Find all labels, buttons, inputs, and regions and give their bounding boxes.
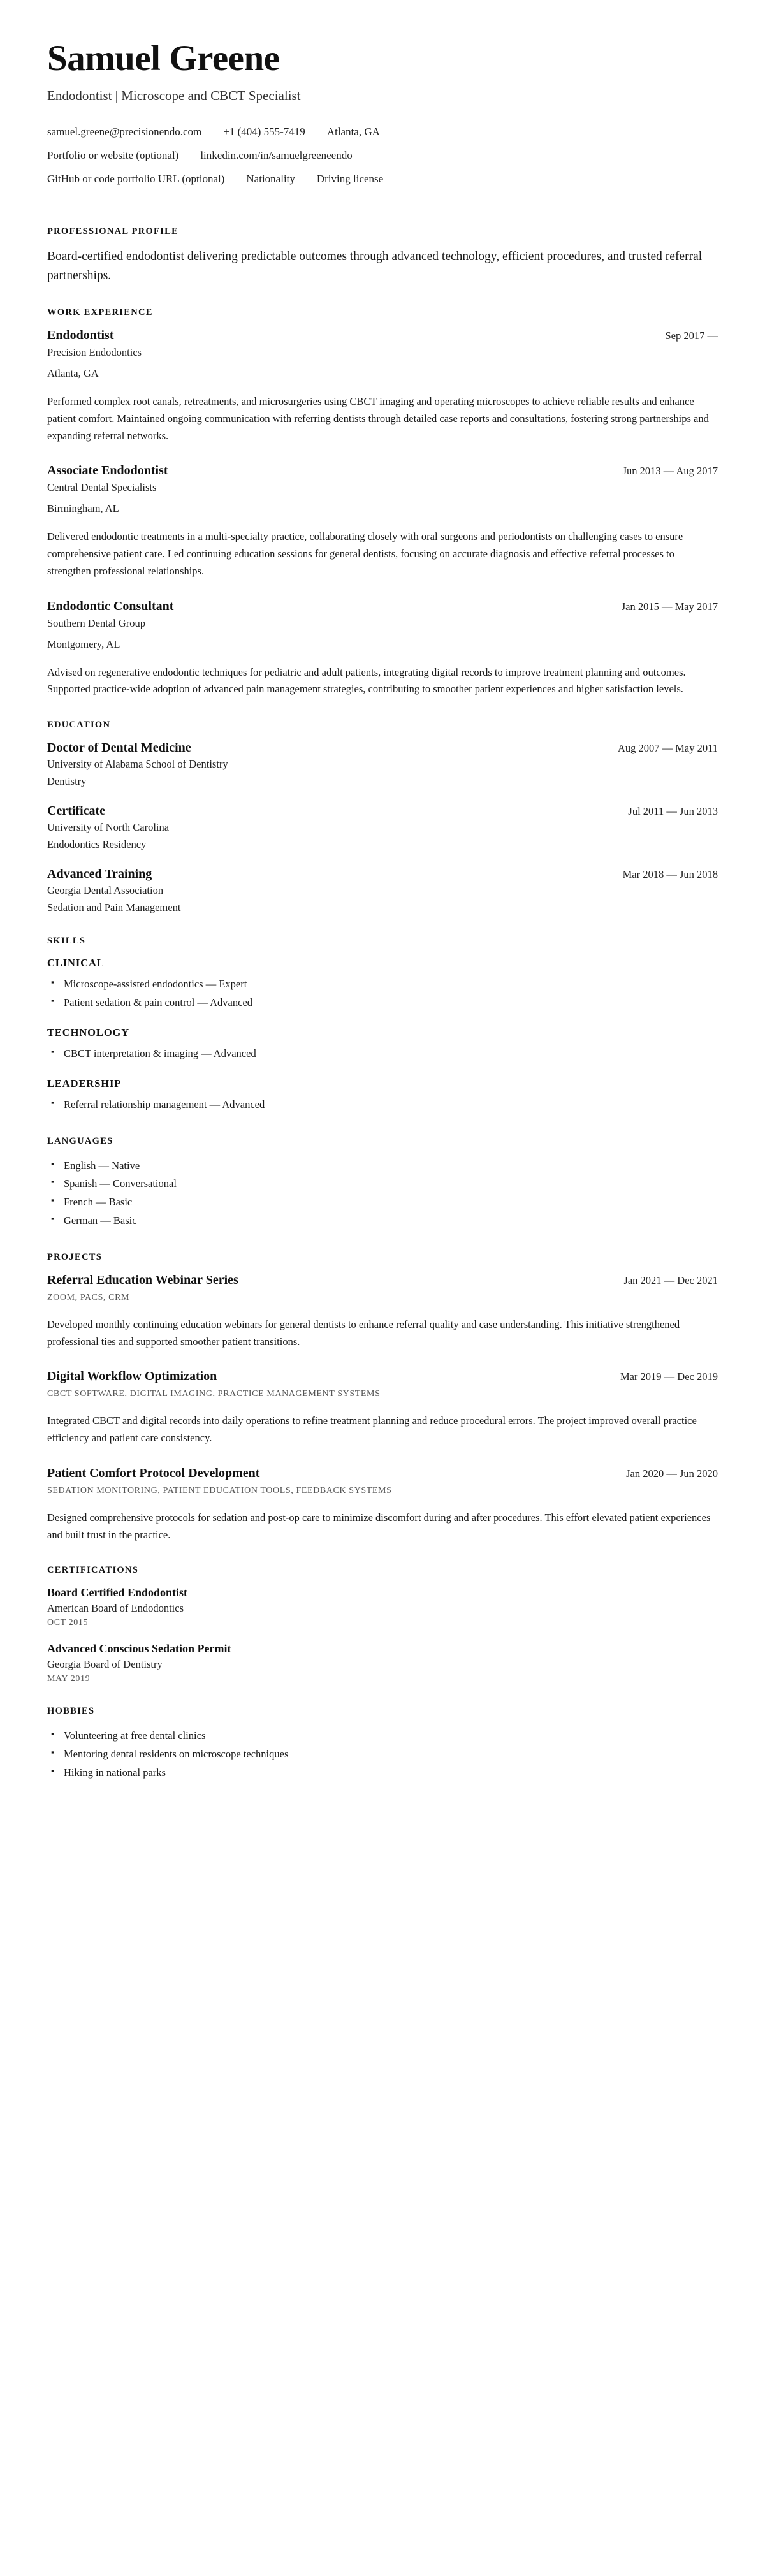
education-entry-head	[47, 741, 718, 755]
section-title-education: EDUCATION	[47, 720, 111, 731]
project-tags: SEDATION MONITORING, PATIENT EDUCATION TOOLS, FEEDBACK SYSTEMS	[47, 1485, 392, 1495]
contact-email[interactable]: samuel.greene@precisionendo.com	[47, 125, 202, 138]
section-title-languages: LANGUAGES	[47, 1135, 113, 1146]
section-work-experience	[47, 307, 718, 698]
experience-company: Central Dental Specialists	[47, 481, 157, 494]
skill-group	[47, 957, 718, 1012]
education-entry	[47, 804, 718, 851]
skill-group-title: CLINICAL	[47, 957, 105, 970]
education-school: Georgia Dental Association	[47, 884, 164, 897]
hobby-item: ▪ Volunteering at free dental clinics	[64, 1727, 718, 1745]
certification-org: Georgia Board of Dentistry	[47, 1658, 163, 1671]
project-description: Integrated CBCT and digital records into daily operations to refine treatment planning and reduce procedural errors. The project improved overall practice efficiency and patient care consistency.	[47, 1415, 697, 1444]
section-education	[47, 720, 718, 914]
language-item: ▪ French — Basic	[64, 1193, 718, 1212]
certification-entry	[47, 1642, 718, 1684]
experience-company: Precision Endodontics	[47, 346, 142, 359]
skill-item: ▪ Referral relationship management — Advanced	[64, 1096, 718, 1114]
education-entry	[47, 867, 718, 914]
project-name: Referral Education Webinar Series	[47, 1273, 238, 1288]
contact-github[interactable]: GitHub or code portfolio URL (optional)	[47, 172, 225, 185]
education-field: Sedation and Pain Management	[47, 901, 181, 914]
section-title-certifications: CERTIFICATIONS	[47, 1565, 139, 1576]
project-entry-head	[47, 1273, 718, 1288]
skill-group-title: LEADERSHIP	[47, 1077, 122, 1089]
education-date: Mar 2018 — Jun 2018	[622, 868, 718, 881]
certification-name: Board Certified Endodontist	[47, 1586, 188, 1599]
skill-item: ▪ Microscope-assisted endodontics — Expert	[64, 975, 718, 994]
skill-group-title: TECHNOLOGY	[47, 1026, 130, 1038]
project-entry	[47, 1273, 718, 1350]
skill-list	[47, 1045, 718, 1063]
experience-entry	[47, 463, 718, 579]
skill-item: ▪ CBCT interpretation & imaging — Advanced	[64, 1045, 718, 1063]
education-entry	[47, 741, 718, 788]
contact-location: Atlanta, GA	[326, 125, 380, 138]
section-title-experience: WORK EXPERIENCE	[47, 307, 153, 318]
project-entry-head	[47, 1466, 718, 1481]
project-name: Patient Comfort Protocol Development	[47, 1466, 260, 1480]
education-degree: Advanced Training	[47, 867, 152, 882]
project-date: Mar 2019 — Dec 2019	[620, 1371, 718, 1383]
education-entry-head	[47, 867, 718, 882]
experience-role: Endodontist	[47, 328, 114, 343]
candidate-headline: Endodontist | Microscope and CBCT Specialist	[47, 87, 301, 103]
certification-name: Advanced Conscious Sedation Permit	[47, 1642, 231, 1655]
language-list	[47, 1157, 718, 1231]
contact-line-1	[47, 126, 718, 138]
experience-entry	[47, 328, 718, 444]
education-field: Dentistry	[47, 775, 87, 788]
project-entry	[47, 1369, 718, 1446]
skill-item: ▪ Patient sedation & pain control — Advanced	[64, 994, 718, 1012]
section-certifications	[47, 1565, 718, 1684]
section-languages	[47, 1136, 718, 1231]
experience-description: Delivered endodontic treatments in a multi-specialty practice, collaborating closely with oral surgeons and periodontists on challenging cases to ensure comprehensive patient care. Led continuing education sessions for general dentists, focusing on accurate diagnosis and effective referral processes to strengthen professional relationships.	[47, 530, 683, 577]
education-date: Jul 2011 — Jun 2013	[628, 805, 718, 818]
skill-group	[47, 1077, 718, 1114]
contact-driving-license: Driving license	[316, 172, 384, 185]
skill-group	[47, 1026, 718, 1063]
skill-list	[47, 1096, 718, 1114]
section-projects	[47, 1252, 718, 1543]
experience-date: Jan 2015 — May 2017	[621, 600, 718, 613]
contact-line-2	[47, 149, 718, 162]
experience-location: Birmingham, AL	[47, 502, 119, 515]
experience-entry-head	[47, 599, 718, 614]
contact-portfolio[interactable]: Portfolio or website (optional)	[47, 149, 179, 161]
experience-company: Southern Dental Group	[47, 616, 145, 629]
education-degree: Certificate	[47, 804, 106, 819]
skill-list	[47, 975, 718, 1012]
experience-location: Atlanta, GA	[47, 367, 99, 380]
experience-date: Jun 2013 — Aug 2017	[622, 465, 718, 477]
contact-phone[interactable]: +1 (404) 555-7419	[223, 125, 305, 138]
project-date: Jan 2021 — Dec 2021	[623, 1274, 718, 1287]
project-name: Digital Workflow Optimization	[47, 1369, 217, 1384]
project-description: Developed monthly continuing education webinars for general dentists to enhance referral quality and case understanding. This initiative strengthened professional ties and supported smoother patient transitions.	[47, 1318, 680, 1348]
certification-date: OCT 2015	[47, 1618, 89, 1628]
experience-description: Performed complex root canals, retreatments, and microsurgeries using CBCT imaging and operating microscopes to achieve reliable results and enhance patient comfort. Maintained ongoing communication with referring dentists through detailed case reports and consultations, fostering strong partnerships and expanding referral networks.	[47, 395, 709, 442]
language-item: ▪ German — Basic	[64, 1212, 718, 1230]
section-professional-profile	[47, 226, 718, 286]
experience-entry-head	[47, 328, 718, 343]
education-entry-head	[47, 804, 718, 819]
language-item: ▪ Spanish — Conversational	[64, 1175, 718, 1193]
contact-linkedin[interactable]: linkedin.com/in/samuelgreeneendo	[200, 149, 353, 161]
section-title-profile: PROFESSIONAL PROFILE	[47, 226, 179, 236]
experience-description: Advised on regenerative endodontic techniques for pediatric and adult patients, integrating digital records to improve treatment planning and outcomes. Supported practice-wide adoption of advanced pain management strategies, contributing to smoother patient experiences and higher satisfaction levels.	[47, 666, 686, 695]
profile-summary-text: Board-certified endodontist delivering predictable outcomes through advanced technology, efficient procedures, and trusted referral partnerships.	[47, 249, 703, 283]
experience-location: Montgomery, AL	[47, 637, 120, 650]
project-entry	[47, 1466, 718, 1543]
section-title-skills: SKILLS	[47, 936, 86, 947]
hobby-item: ▪ Mentoring dental residents on microscope techniques	[64, 1745, 718, 1764]
hobby-list	[47, 1727, 718, 1782]
certification-org: American Board of Endodontics	[47, 1602, 184, 1615]
section-hobbies	[47, 1706, 718, 1782]
experience-role: Endodontic Consultant	[47, 599, 174, 613]
education-school: University of Alabama School of Dentistry	[47, 758, 228, 771]
education-school: University of North Carolina	[47, 821, 170, 834]
section-title-projects: PROJECTS	[47, 1252, 103, 1263]
language-item: ▪ English — Native	[64, 1157, 718, 1175]
hobby-item: ▪ Hiking in national parks	[64, 1764, 718, 1782]
section-title-hobbies: HOBBIES	[47, 1706, 95, 1717]
education-date: Aug 2007 — May 2011	[617, 742, 718, 755]
contact-nationality: Nationality	[246, 172, 295, 185]
project-entry-head	[47, 1369, 718, 1384]
certification-entry	[47, 1586, 718, 1628]
certification-date: MAY 2019	[47, 1674, 91, 1684]
project-date: Jan 2020 — Jun 2020	[626, 1467, 718, 1480]
contact-line-3	[47, 173, 718, 186]
experience-date: Sep 2017 —	[665, 330, 718, 342]
project-description: Designed comprehensive protocols for sedation and post-op care to minimize discomfort during and after procedures. This effort elevated patient experiences and built trust in the practice.	[47, 1511, 711, 1541]
experience-entry-head	[47, 463, 718, 478]
project-tags: CBCT SOFTWARE, DIGITAL IMAGING, PRACTICE MANAGEMENT SYSTEMS	[47, 1389, 381, 1399]
section-skills	[47, 936, 718, 1114]
experience-role: Associate Endodontist	[47, 463, 168, 478]
project-tags: ZOOM, PACS, CRM	[47, 1293, 130, 1303]
education-degree: Doctor of Dental Medicine	[47, 741, 191, 755]
experience-entry	[47, 599, 718, 698]
candidate-name: Samuel Greene	[47, 38, 280, 78]
education-field: Endodontics Residency	[47, 838, 147, 851]
